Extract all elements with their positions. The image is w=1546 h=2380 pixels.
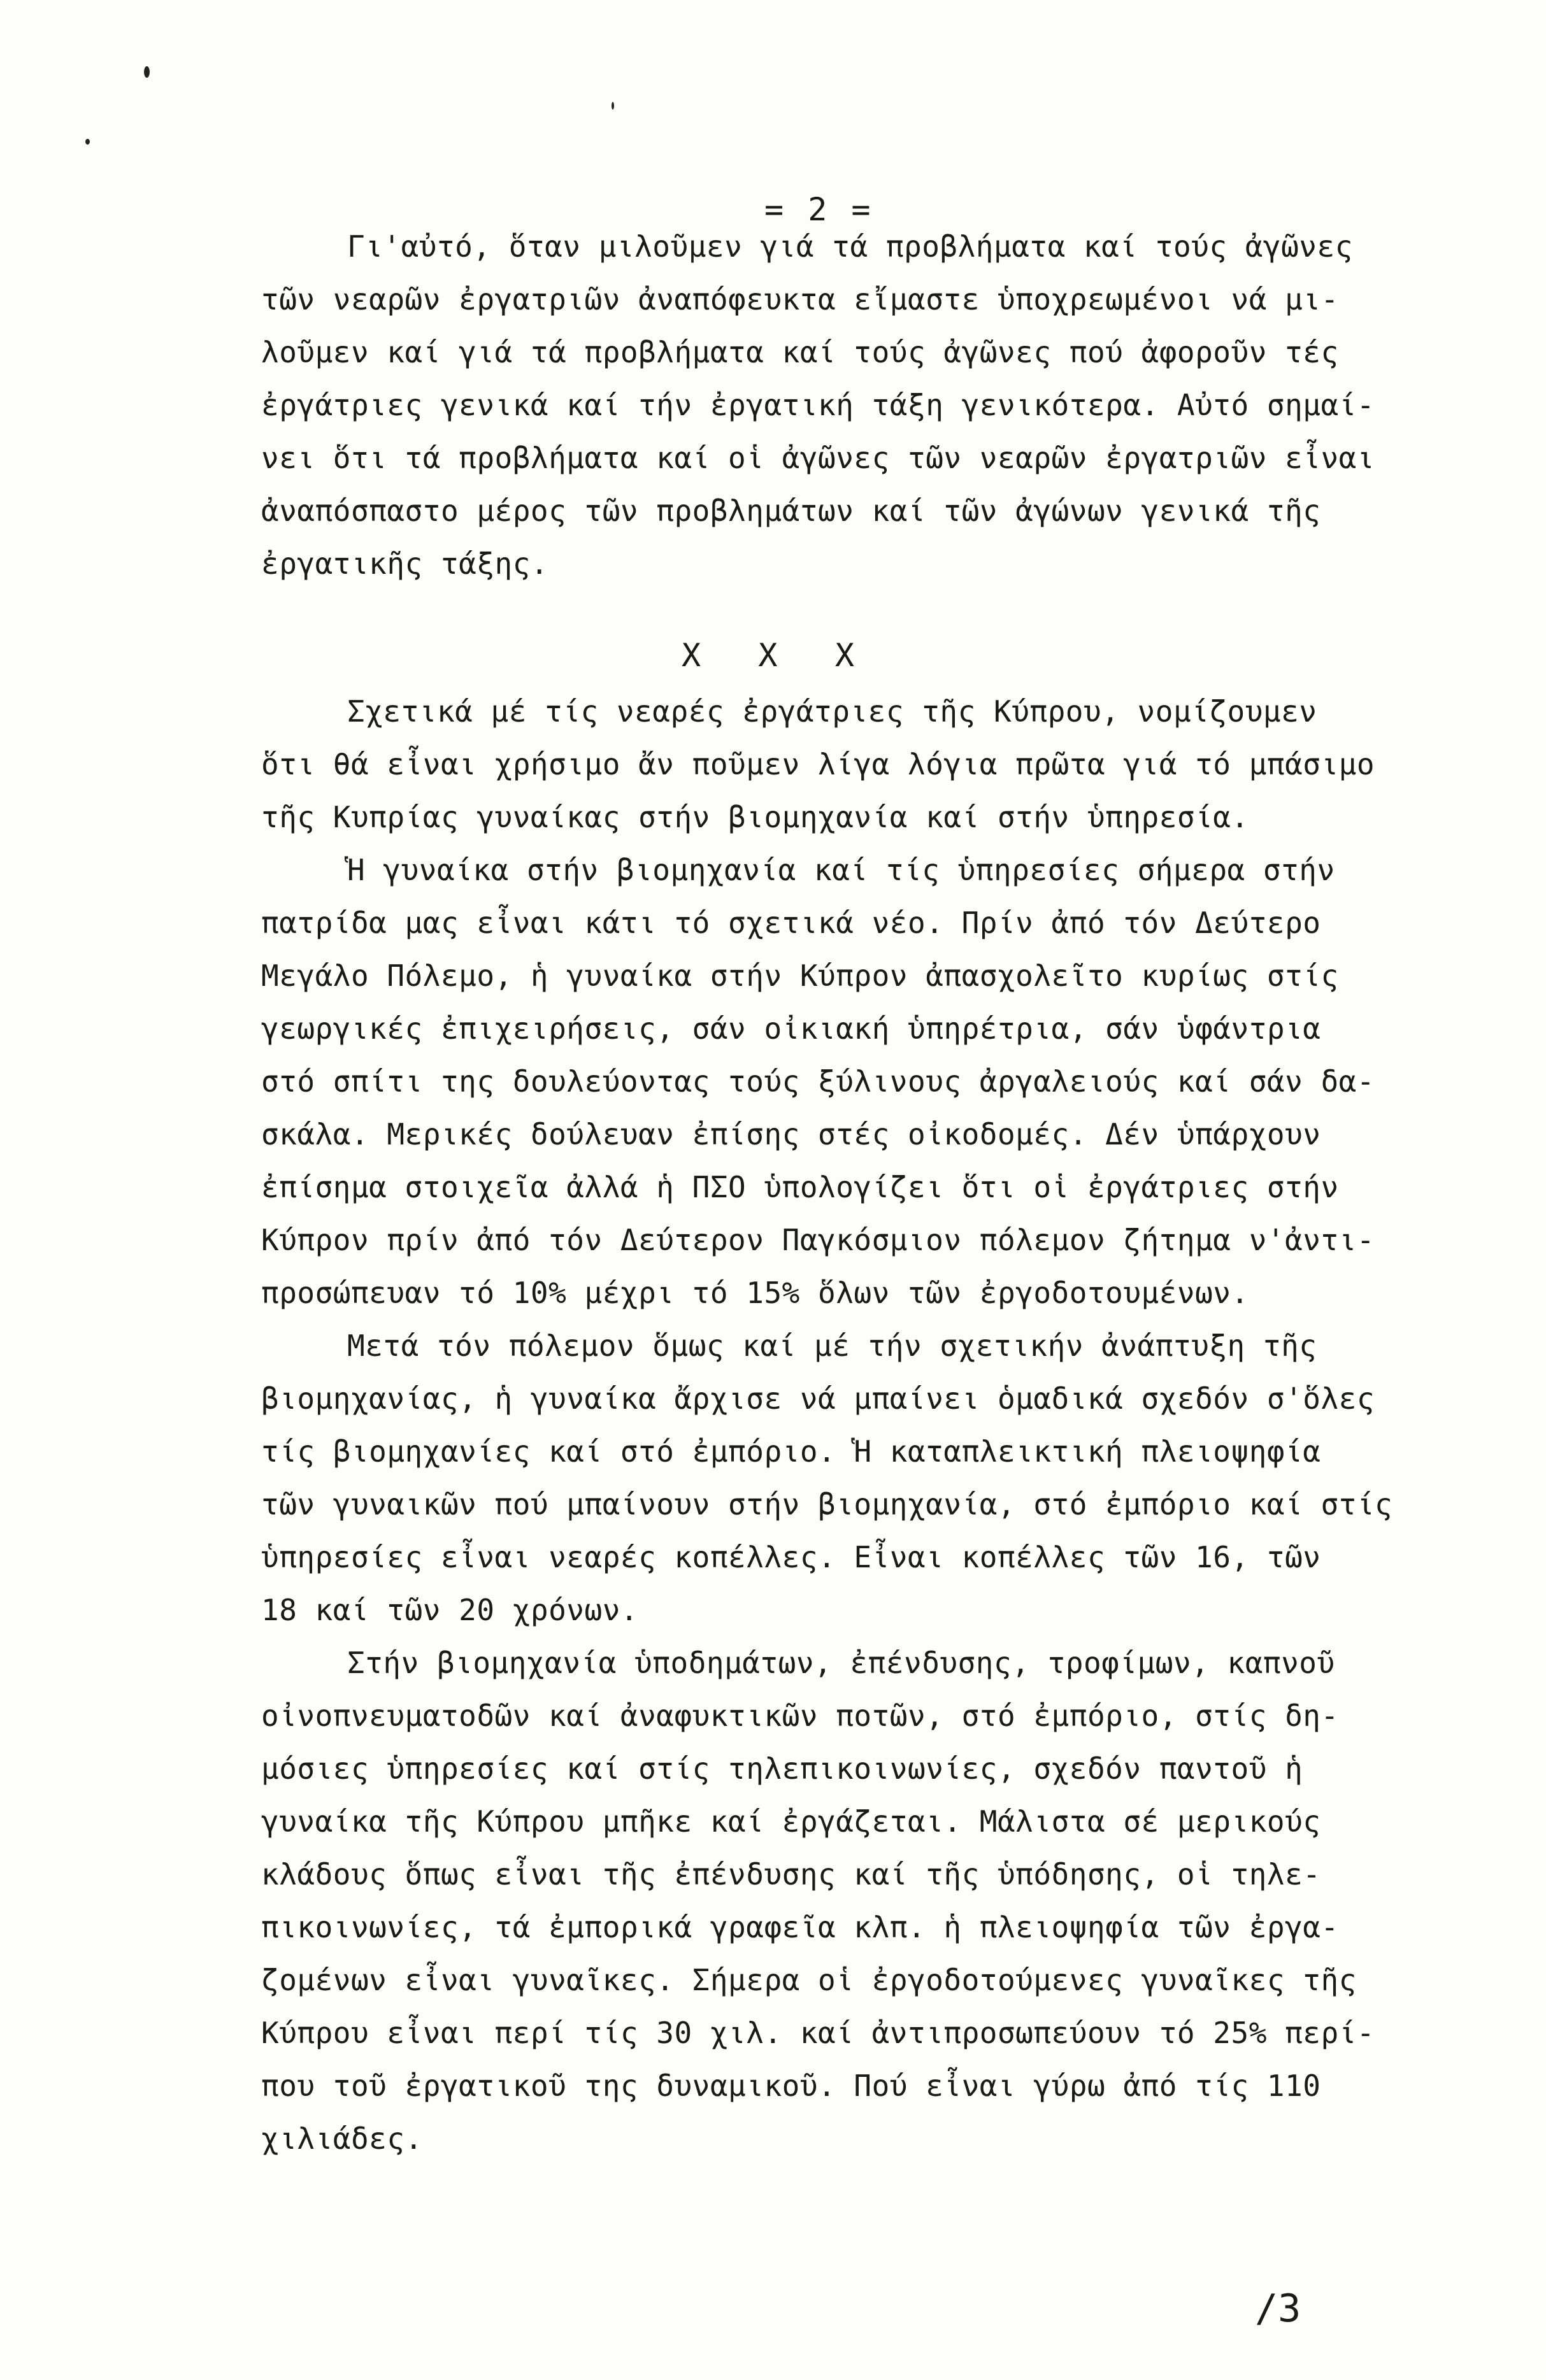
section-separator: X X X xyxy=(682,637,854,674)
text-line: γεωργικές ἐπιχειρήσεις, σάν οἰκιακή ὑπηρέτρια, σάν ὑφάντρια xyxy=(261,1011,1321,1046)
text-line: ἐπίσημα στοιχεῖα ἀλλά ἡ ΠΣΟ ὑπολογίζει ὅτι οἱ ἐργάτριες στήν xyxy=(261,1170,1339,1204)
scan-speck xyxy=(85,139,90,145)
text-line: τῶν γυναικῶν πού μπαίνουν στήν βιομηχανία, στό ἐμπόριο καί στίς xyxy=(261,1487,1393,1521)
text-line: σκάλα. Μερικές δούλευαν ἐπίσης στές οἰκοδομές. Δέν ὑπάρχουν xyxy=(261,1117,1321,1151)
page-number: = 2 = xyxy=(764,191,873,228)
text-line: στό σπίτι της δουλεύοντας τούς ξύλινους ἀργαλειούς καί σάν δα- xyxy=(261,1064,1375,1099)
scan-speck xyxy=(144,66,150,78)
text-line: Μετά τόν πόλεμον ὅμως καί μέ τήν σχετικήν ἀνάπτυξη τῆς xyxy=(347,1329,1317,1363)
text-line: ἀναπόσπαστο μέρος τῶν προβλημάτων καί τῶν ἀγώνων γενικά τῆς xyxy=(261,494,1321,528)
text-line: χιλιάδες. xyxy=(261,2121,423,2156)
next-page-marker: /3 xyxy=(1255,2286,1301,2331)
text-line: ἐργάτριες γενικά καί τήν ἐργατική τάξη γενικότερα. Αὐτό σημαί- xyxy=(261,388,1375,422)
text-line: που τοῦ ἐργατικοῦ της δυναμικοῦ. Πού εἶναι γύρω ἀπό τίς 110 xyxy=(261,2069,1321,2103)
text-line: 18 καί τῶν 20 χρόνων. xyxy=(261,1593,639,1627)
text-line: τίς βιομηχανίες καί στό ἐμπόριο. Ἡ καταπλεικτική πλειοψηφία xyxy=(261,1434,1321,1469)
text-line: ζομένων εἶναι γυναῖκες. Σήμερα οἱ ἐργοδοτούμενες γυναῖκες τῆς xyxy=(261,1963,1357,1997)
text-line: Κύπρου εἶναι περί τίς 30 χιλ. καί ἀντιπροσωπεύουν τό 25% περί- xyxy=(261,2016,1375,2050)
text-line: πατρίδα μας εἶναι κάτι τό σχετικά νέο. Πρίν ἀπό τόν Δεύτερο xyxy=(261,906,1321,940)
text-line: γυναίκα τῆς Κύπρου μπῆκε καί ἐργάζεται. Μάλιστα σέ μερικούς xyxy=(261,1804,1321,1839)
text-line: μόσιες ὑπηρεσίες καί στίς τηλεπικοινωνίες, σχεδόν παντοῦ ἡ xyxy=(261,1751,1303,1786)
text-line: τῆς Κυπρίας γυναίκας στήν βιομηχανία καί στήν ὑπηρεσία. xyxy=(261,800,1249,834)
text-line: Σχετικά μέ τίς νεαρές ἐργάτριες τῆς Κύπρου, νομίζουμεν xyxy=(347,694,1317,729)
text-line: οἰνοπνευματοδῶν καί ἀναφυκτικῶν ποτῶν, στό ἐμπόριο, στίς δη- xyxy=(261,1699,1339,1733)
text-line: ὅτι θά εἶναι χρήσιμο ἄν ποῦμεν λίγα λόγια πρῶτα γιά τό μπάσιμο xyxy=(261,747,1375,781)
text-line: λοῦμεν καί γιά τά προβλήματα καί τούς ἀγῶνες πού ἀφοροῦν τές xyxy=(261,335,1339,369)
text-line: βιομηχανίας, ἡ γυναίκα ἄρχισε νά μπαίνει ὁμαδικά σχεδόν σ'ὅλες xyxy=(261,1381,1375,1416)
text-line: ἐργατικῆς τάξης. xyxy=(261,546,549,581)
text-line: Ἡ γυναίκα στήν βιομηχανία καί τίς ὑπηρεσίες σήμερα στήν xyxy=(347,853,1335,887)
scan-speck xyxy=(612,102,614,110)
text-line: Γι'αὐτό, ὅταν μιλοῦμεν γιά τά προβλήματα καί τούς ἀγῶνες xyxy=(347,229,1353,264)
text-line: προσώπευαν τό 10% μέχρι τό 15% ὅλων τῶν ἐργοδοτουμένων. xyxy=(261,1276,1249,1310)
text-line: πικοινωνίες, τά ἐμπορικά γραφεῖα κλπ. ἡ πλειοψηφία τῶν ἐργα- xyxy=(261,1910,1339,1944)
text-line: Κύπρον πρίν ἀπό τόν Δεύτερον Παγκόσμιον πόλεμον ζήτημα ν'ἀντι- xyxy=(261,1223,1375,1257)
text-line: νει ὅτι τά προβλήματα καί οἱ ἀγῶνες τῶν νεαρῶν ἐργατριῶν εἶναι xyxy=(261,441,1375,475)
text-line: Μεγάλο Πόλεμο, ἡ γυναίκα στήν Κύπρον ἀπασχολεῖτο κυρίως στίς xyxy=(261,958,1339,993)
text-line: τῶν νεαρῶν ἐργατριῶν ἀναπόφευκτα εἴμαστε ὑποχρεωμένοι νά μι- xyxy=(261,282,1339,317)
text-line: κλάδους ὅπως εἶναι τῆς ἐπένδυσης καί τῆς ὑπόδησης, οἱ τηλε- xyxy=(261,1857,1321,1892)
text-line: ὑπηρεσίες εἶναι νεαρές κοπέλλες. Εἶναι κοπέλλες τῶν 16, τῶν xyxy=(261,1540,1321,1574)
text-line: Στήν βιομηχανία ὑποδημάτων, ἐπένδυσης, τροφίμων, καπνοῦ xyxy=(347,1646,1335,1680)
